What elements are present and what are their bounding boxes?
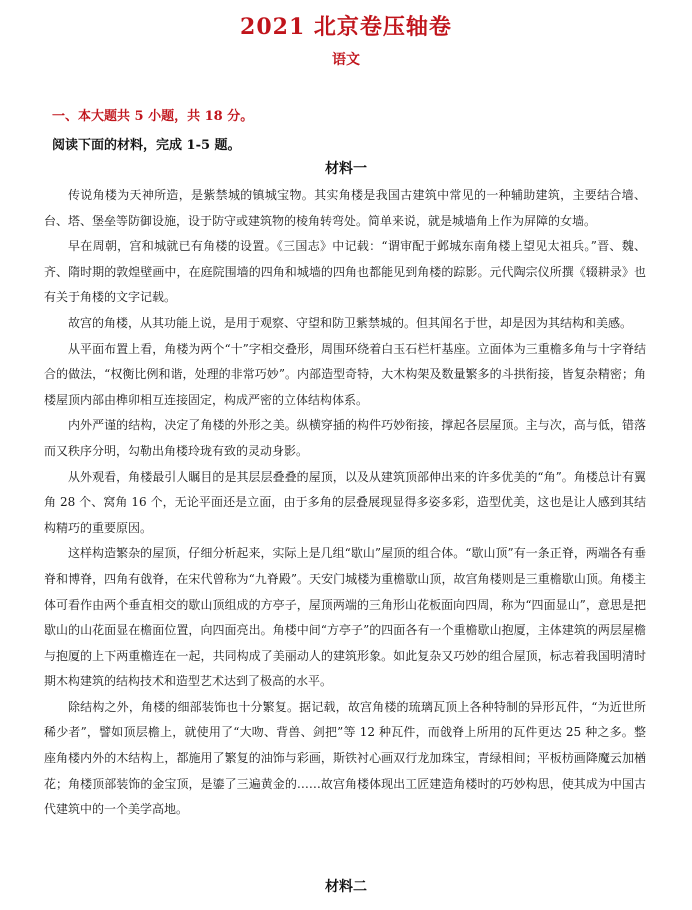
paragraph: 内外严谨的结构，决定了角楼的外形之美。纵横穿插的构件巧妙衔接，撑起各层屋顶。主与次，高与低，错落而又秩序分明，勾勒出角楼玲珑有致的灵动身影。 bbox=[44, 418, 646, 458]
paragraph: 除结构之外，角楼的细部装饰也十分繁复。据记载，故宫角楼的琉璃瓦顶上各种特制的异形瓦件，“为近世所稀少者”，譬如顶层檐上，就使用了“大吻、背兽、剑把”等 12 种瓦件，而戗脊上所用的瓦件更达 25 种之多。整座角楼内外的木结构上，都施用了繁复的油饰与彩画，斯铁衬心画双行龙加珠宝，青绿相间；平板枋画降魔云加楢花；角楼顶部装饰的金宝顶，是鎏了三遍黄金的……故宫角楼体现出工匠建造角楼时的巧妙构思，使其成为中国古代建筑中的一个美学高地。 bbox=[44, 699, 646, 817]
material-two-heading: 材料二 bbox=[325, 879, 367, 895]
paragraph: 故宫的角楼，从其功能上说，是用于观察、守望和防卫紫禁城的。但其闻名于世，却是因为其结构和美感。 bbox=[68, 315, 633, 330]
section-heading: 一、本大题共 5 小题，共 18 分。 bbox=[52, 109, 254, 124]
reading-instruction: 阅读下面的材料，完成 1-5 题。 bbox=[52, 138, 241, 153]
page-title: 2021 北京卷压轴卷 bbox=[240, 14, 452, 40]
paragraph: 从平面布置上看，角楼为两个“十”字相交叠形，周围环绕着白玉石栏杆基座。立面体为三重檐多角与十字脊结合的做法，“权衡比例和谐，处理的非常巧妙”。内部造型奇特，大木构架及数量繁多的斗拱衔接，皆复杂精密；角楼屋顶内部由榫卯相互连接固定，构成严密的立体结构体系。 bbox=[44, 341, 646, 407]
paragraph: 这样构造繁杂的屋顶，仔细分析起来，实际上是几组“歇山”屋顶的组合体。“歇山顶”有一条正脊，两端各有垂脊和博脊，四角有戗脊，在宋代曾称为“九脊殿”。天安门城楼为重檐歇山顶，故宫角楼则是三重檐歇山顶。角楼主体可看作由两个垂直相交的歇山顶组成的方亭子，屋顶两端的三角形山花板面向四周，称为“四面显山”，意思是把歇山的山花面显在檐面位置，向四面亮出。角楼中间“方亭子”的四面各有一个重檐歇山抱厦，主体建筑的两层屋檐与抱厦的上下两重檐连在一起，共同构成了美丽动人的建筑形象。如此复杂又巧妙的组合屋顶，标志着我国明清时期木构建筑的结构技术和造型艺术达到了极高的水平。 bbox=[44, 546, 646, 689]
paragraph: 传说角楼为天神所造，是紫禁城的镇城宝物。其实角楼是我国古建筑中常见的一种辅助建筑，主要结合墙、台、塔、堡垒等防御设施，设于防守或建筑物的棱角转弯处。简单来说，就是城墙角上作为屏障的女墙。 bbox=[44, 188, 646, 228]
material-one-body bbox=[44, 183, 646, 823]
paragraph: 早在周朝，宫和城就已有角楼的设置。《三国志》中记载：“谓审配于邺城东南角楼上望见太祖兵。”晋、魏、齐、隋时期的敦煌壁画中，在庭院围墙的四角和城墙的四角也都能见到角楼的踪影。元代陶宗仪所撰《辍耕录》也有关于角楼的文字记载。 bbox=[44, 239, 646, 305]
paragraph: 从外观看，角楼最引人瞩目的是其层层叠叠的屋顶，以及从建筑顶部伸出来的许多优美的“角”。角楼总计有翼角 28 个、窝角 16 个，无论平面还是立面，由于多角的层叠展现显得多姿多彩，造型优美，这也是让人感到其结构精巧的重要原因。 bbox=[44, 469, 646, 535]
material-one-heading: 材料一 bbox=[325, 161, 367, 177]
page-subtitle: 语文 bbox=[332, 52, 360, 68]
